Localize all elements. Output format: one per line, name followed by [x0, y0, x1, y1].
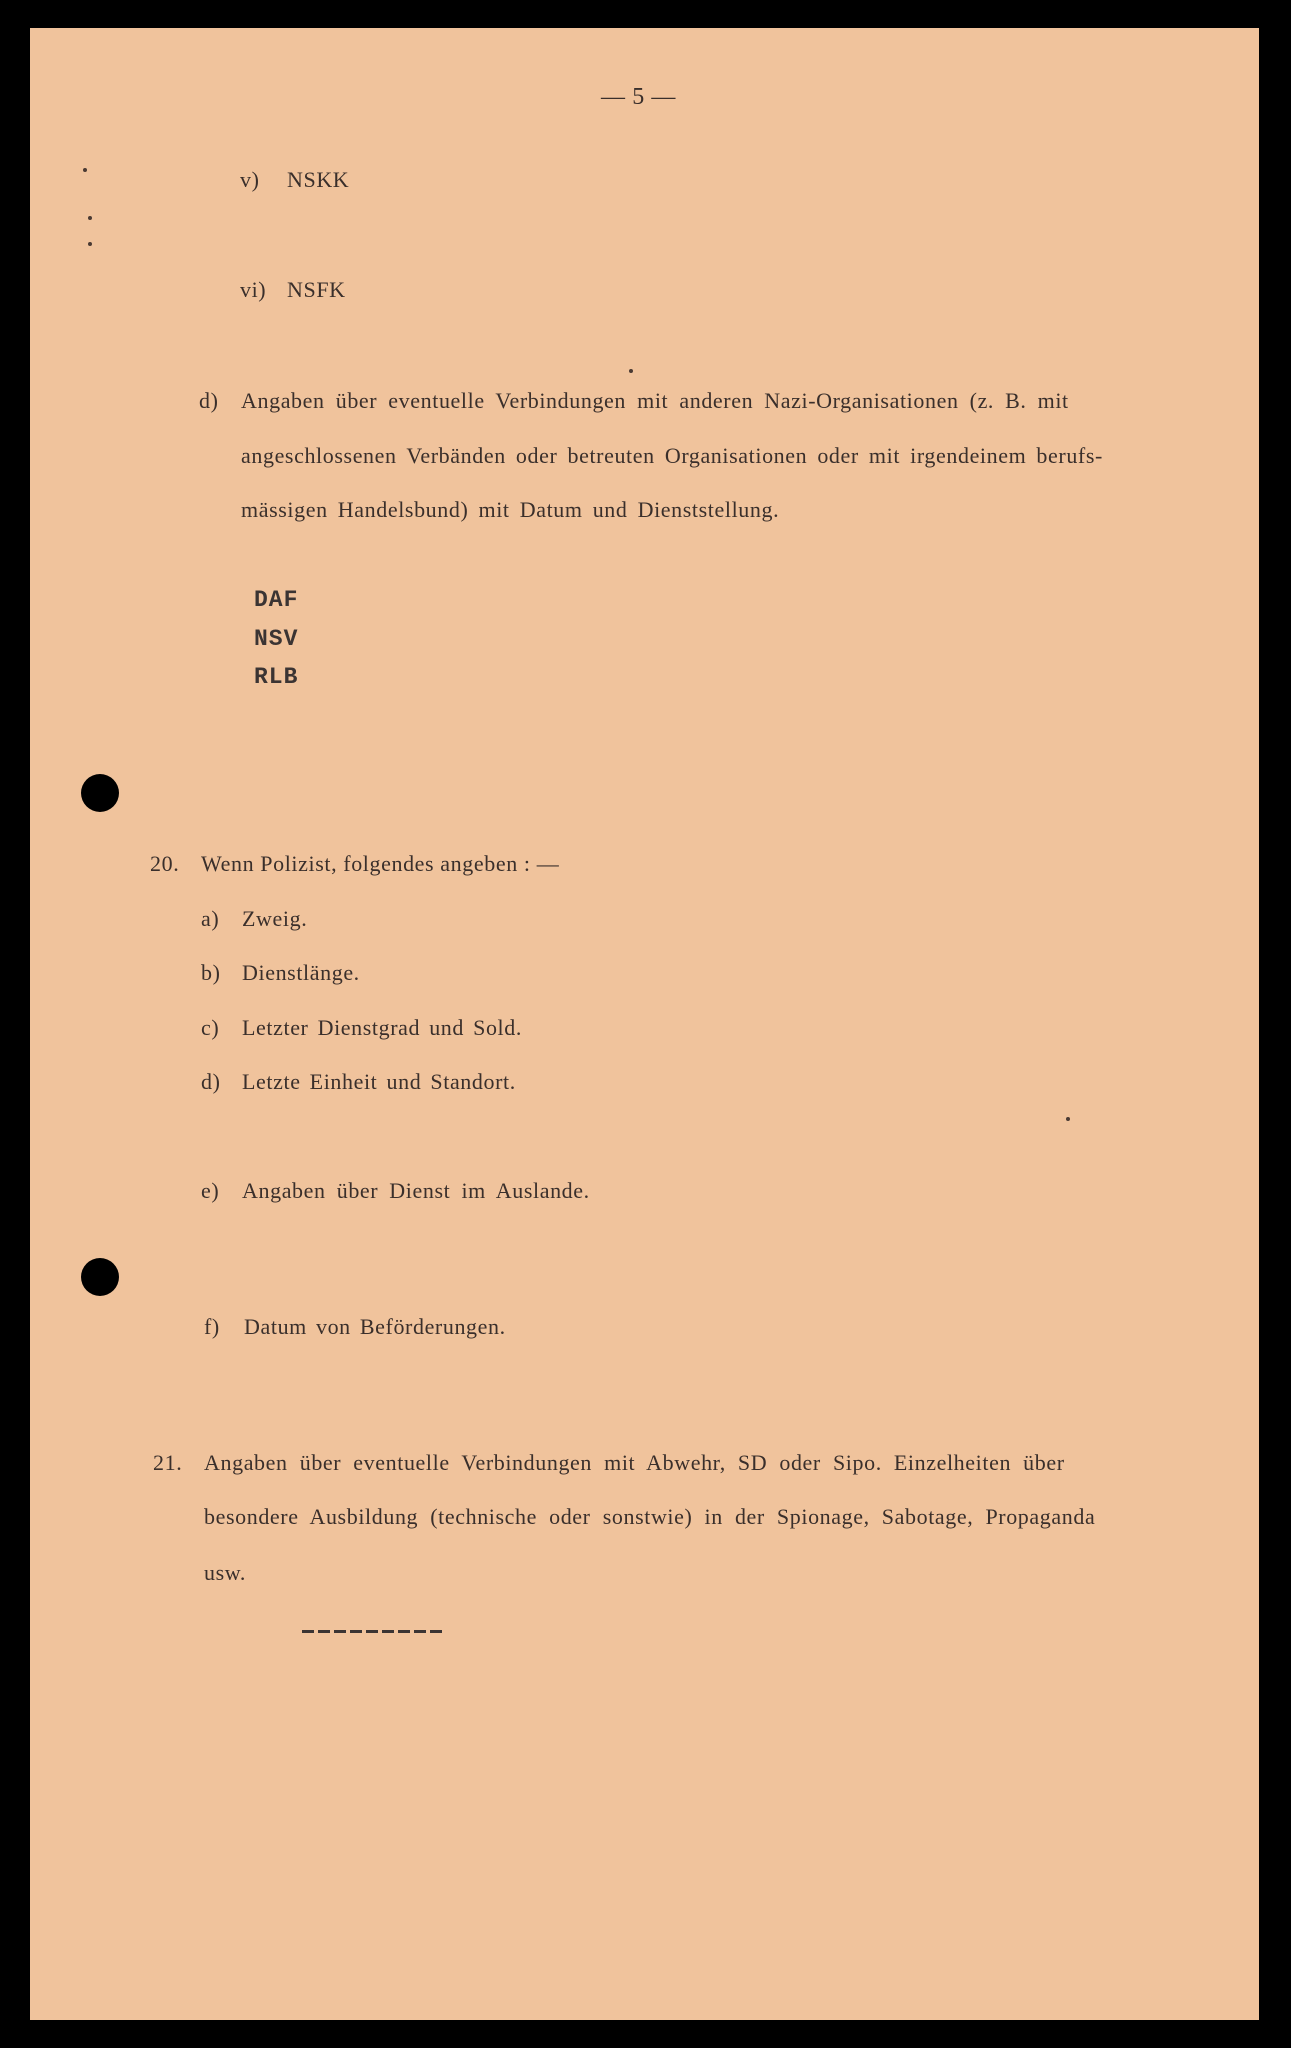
list-item-label: vi): [240, 277, 267, 302]
question-number: 21.: [153, 1450, 183, 1475]
paper-speck: [88, 242, 92, 246]
subitem-text: Letzte Einheit und Standort.: [242, 1069, 516, 1094]
page-number: — 5 —: [601, 84, 676, 110]
question-line: usw.: [204, 1560, 246, 1585]
subitem-text: Angaben über Dienst im Auslande.: [242, 1178, 590, 1203]
subitem-label: a): [201, 906, 220, 931]
subitem-text: Dienstlänge.: [242, 960, 360, 985]
typed-answer: DAF: [254, 587, 299, 613]
question-line: Angaben über eventuelle Verbindungen mit Abwehr, SD oder Sipo. Einzelheiten über: [204, 1450, 1065, 1475]
list-item-text: NSKK: [287, 167, 350, 192]
item-d-line: angeschlossenen Verbänden oder betreuten Organisationen oder mit irgendeinem berufs-: [241, 443, 1103, 468]
item-d-line: Angaben über eventuelle Verbindungen mit anderen Nazi-Organisationen (z. B. mit: [241, 388, 1069, 413]
list-item-text: NSFK: [287, 277, 346, 302]
question-text: Wenn Polizist, folgendes angeben : —: [201, 851, 560, 876]
punch-hole-upper: [81, 774, 119, 812]
subitem-text: Zweig.: [242, 906, 308, 931]
item-d-label: d): [199, 388, 219, 413]
subitem-text: Datum von Beförderungen.: [244, 1314, 506, 1339]
subitem-label: c): [201, 1015, 220, 1040]
subitem-label: e): [201, 1178, 220, 1203]
paper-speck: [629, 369, 633, 373]
paper-speck: [1066, 1117, 1070, 1121]
subitem-label: b): [201, 960, 221, 985]
subitem-label: f): [204, 1314, 220, 1339]
paper-speck: [83, 168, 87, 172]
subitem-text: Letzter Dienstgrad und Sold.: [242, 1015, 522, 1040]
question-number: 20.: [150, 851, 180, 876]
closing-dash-line: [302, 1630, 442, 1633]
punch-hole-lower: [81, 1258, 119, 1296]
subitem-label: d): [201, 1069, 221, 1094]
typed-answer: RLB: [254, 664, 299, 690]
list-item-label: v): [240, 167, 260, 192]
question-line: besondere Ausbildung (technische oder sonstwie) in der Spionage, Sabotage, Propaganda: [204, 1504, 1096, 1529]
item-d-line: mässigen Handelsbund) mit Datum und Dienststellung.: [241, 497, 780, 522]
paper-speck: [88, 216, 92, 220]
typed-answer: NSV: [254, 626, 299, 652]
